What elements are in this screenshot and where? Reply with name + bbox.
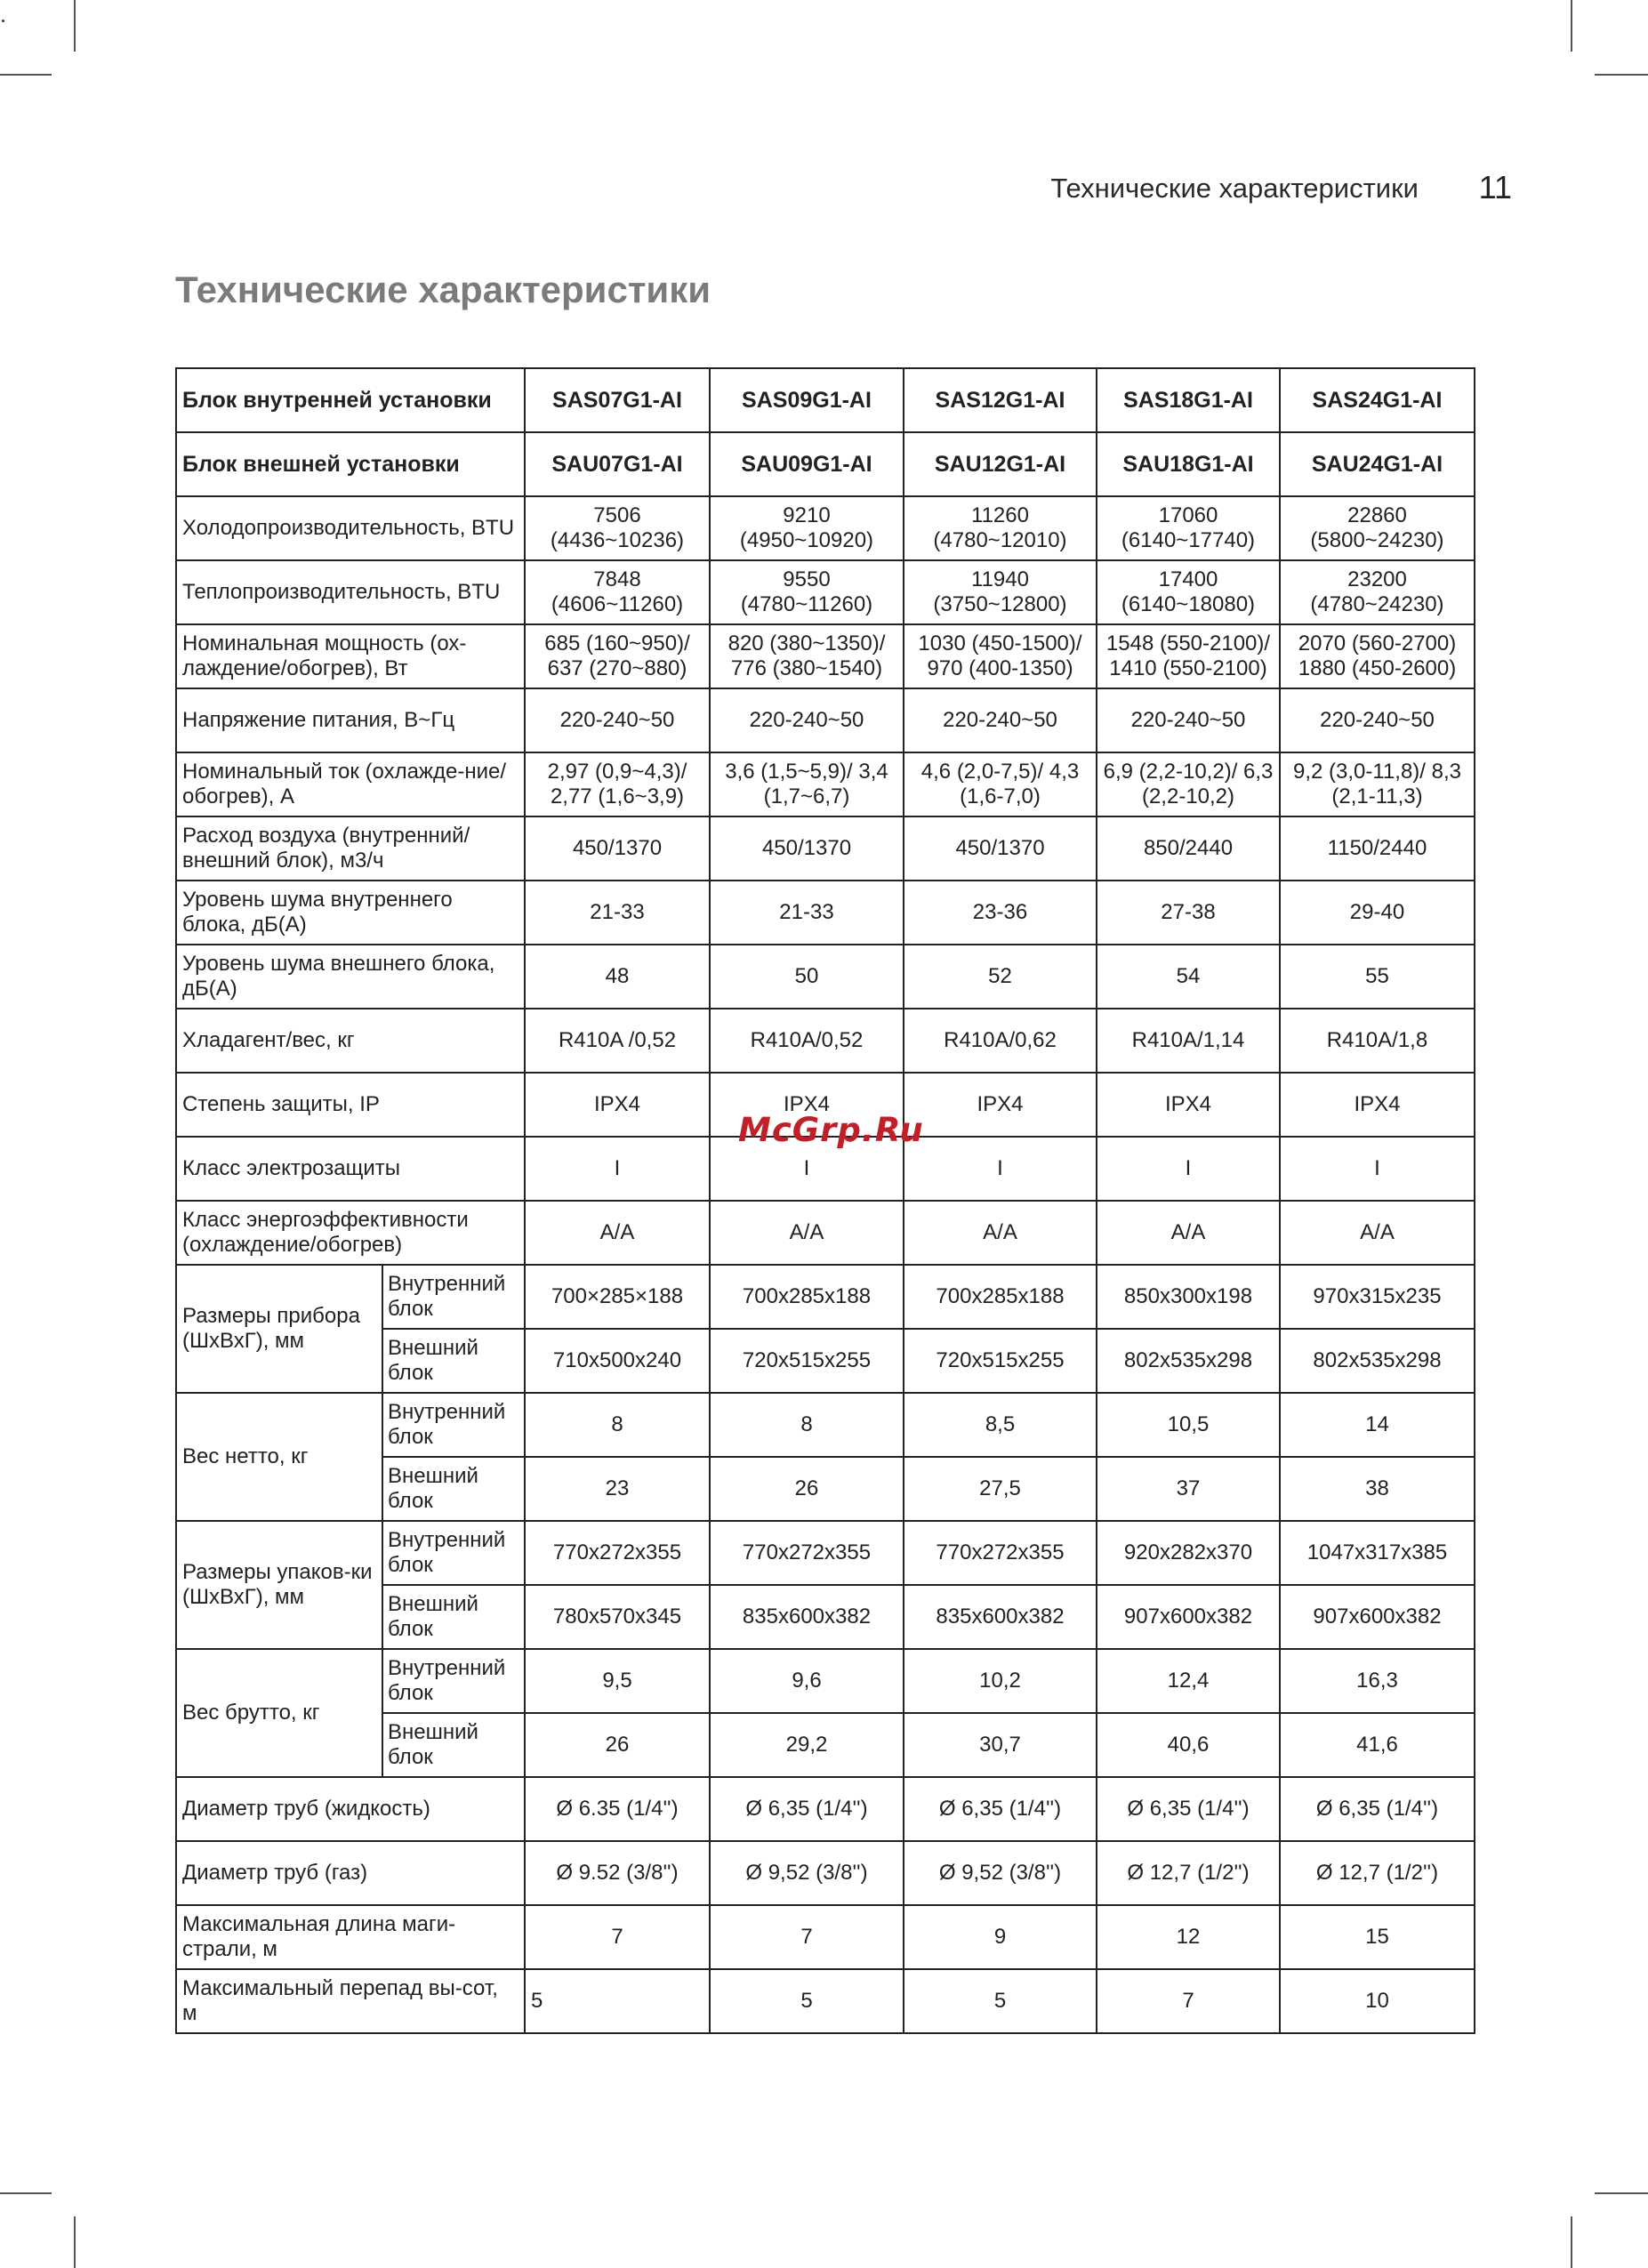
table-cell: 26 <box>525 1713 710 1777</box>
table-cell: 685 (160~950)/ 637 (270~880) <box>525 624 710 688</box>
row-label: Максимальный перепад вы-сот, м <box>176 1969 525 2033</box>
table-cell: 41,6 <box>1280 1713 1475 1777</box>
group-label: Размеры прибора (ШхВхГ), мм <box>176 1265 382 1393</box>
table-cell: 5 <box>525 1969 710 2033</box>
table-cell: IPX4 <box>710 1073 904 1137</box>
table-cell: 17060 (6140~17740) <box>1097 496 1280 560</box>
table-cell: 770x272x355 <box>525 1521 710 1585</box>
sub-label-indoor: Внутренний блок <box>382 1393 525 1457</box>
table-cell: A/A <box>525 1201 710 1265</box>
table-row <box>176 1521 1475 1585</box>
table-cell: 9 <box>904 1905 1097 1969</box>
crop-mark <box>74 2216 76 2268</box>
table-cell: 21-33 <box>525 881 710 945</box>
table-cell: 5 <box>710 1969 904 2033</box>
table-cell: A/A <box>904 1201 1097 1265</box>
table-cell: IPX4 <box>525 1073 710 1137</box>
table-cell: I <box>710 1137 904 1201</box>
model-outdoor: SAU18G1-AI <box>1097 432 1280 496</box>
table-cell: 970x315x235 <box>1280 1265 1475 1329</box>
table-cell: 2070 (560-2700) 1880 (450-2600) <box>1280 624 1475 688</box>
row-label: Класс электрозащиты <box>176 1137 525 1201</box>
sub-label-indoor: Внутренний блок <box>382 1521 525 1585</box>
table-cell: 30,7 <box>904 1713 1097 1777</box>
model-indoor: SAS18G1-AI <box>1097 368 1280 432</box>
running-header: Технические характеристики <box>1050 173 1419 204</box>
table-cell: A/A <box>1097 1201 1280 1265</box>
table-cell: 9550 (4780~11260) <box>710 560 904 624</box>
table-cell: R410A/1,8 <box>1280 1009 1475 1073</box>
row-label: Хладагент/вес, кг <box>176 1009 525 1073</box>
row-label: Диаметр труб (жидкость) <box>176 1777 525 1841</box>
table-cell: 450/1370 <box>525 816 710 881</box>
corner-dot <box>2 20 4 22</box>
table-row <box>176 1777 1475 1841</box>
table-cell: 220-240~50 <box>525 688 710 752</box>
table-cell: 450/1370 <box>710 816 904 881</box>
row-label: Блок внешней установки <box>176 432 525 496</box>
row-label: Расход воздуха (внутренний/ внешний блок), м3/ч <box>176 816 525 881</box>
table-cell: 1047x317x385 <box>1280 1521 1475 1585</box>
table-row <box>176 1393 1475 1457</box>
group-label: Вес брутто, кг <box>176 1649 382 1777</box>
model-indoor: SAS12G1-AI <box>904 368 1097 432</box>
table-cell: 220-240~50 <box>1280 688 1475 752</box>
table-cell: 3,6 (1,5~5,9)/ 3,4 (1,7~6,7) <box>710 752 904 816</box>
table-cell: Ø 9,52 (3/8'') <box>710 1841 904 1905</box>
table-cell: 10,2 <box>904 1649 1097 1713</box>
table-row <box>176 1649 1475 1713</box>
table-cell: 770x272x355 <box>904 1521 1097 1585</box>
sub-label-outdoor: Внешний блок <box>382 1713 525 1777</box>
table-cell: 850x300x198 <box>1097 1265 1280 1329</box>
table-cell: 1150/2440 <box>1280 816 1475 881</box>
crop-mark <box>1595 74 1648 76</box>
model-outdoor: SAU07G1-AI <box>525 432 710 496</box>
model-outdoor: SAU24G1-AI <box>1280 432 1475 496</box>
crop-mark <box>74 0 76 52</box>
table-row <box>176 816 1475 881</box>
table-cell: 22860 (5800~24230) <box>1280 496 1475 560</box>
table-cell: 21-33 <box>710 881 904 945</box>
table-cell: Ø 6,35 (1/4'') <box>1280 1777 1475 1841</box>
row-label: Теплопроизводительность, BTU <box>176 560 525 624</box>
table-row <box>176 560 1475 624</box>
row-label: Номинальная мощность (ох-лаждение/обогрев), Вт <box>176 624 525 688</box>
table-cell: 802x535x298 <box>1280 1329 1475 1393</box>
row-label: Холодопроизводительность, BTU <box>176 496 525 560</box>
table-cell: 8 <box>525 1393 710 1457</box>
table-cell: 50 <box>710 945 904 1009</box>
table-cell: Ø 12,7 (1/2'') <box>1280 1841 1475 1905</box>
table-cell: 770x272x355 <box>710 1521 904 1585</box>
crop-mark <box>1571 0 1572 52</box>
page-title: Технические характеристики <box>175 269 711 310</box>
table-cell: 2,97 (0,9~4,3)/ 2,77 (1,6~3,9) <box>525 752 710 816</box>
table-cell: 12,4 <box>1097 1649 1280 1713</box>
table-cell: 700×285×188 <box>525 1265 710 1329</box>
table-cell: 26 <box>710 1457 904 1521</box>
table-cell: 55 <box>1280 945 1475 1009</box>
table-cell: Ø 9,52 (3/8'') <box>904 1841 1097 1905</box>
table-cell: Ø 6,35 (1/4'') <box>710 1777 904 1841</box>
table-cell: R410A /0,52 <box>525 1009 710 1073</box>
table-cell: 1030 (450-1500)/ 970 (400-1350) <box>904 624 1097 688</box>
row-label: Класс энергоэффективности (охлаждение/обогрев) <box>176 1201 525 1265</box>
table-cell: 7 <box>525 1905 710 1969</box>
table-cell: 48 <box>525 945 710 1009</box>
model-outdoor: SAU09G1-AI <box>710 432 904 496</box>
table-row <box>176 1265 1475 1329</box>
sub-label-outdoor: Внешний блок <box>382 1329 525 1393</box>
table-cell: 14 <box>1280 1393 1475 1457</box>
table-cell: Ø 6,35 (1/4'') <box>904 1777 1097 1841</box>
table-cell: Ø 6.35 (1/4'') <box>525 1777 710 1841</box>
crop-mark <box>1571 2216 1572 2268</box>
table-cell: 450/1370 <box>904 816 1097 881</box>
table-cell: 15 <box>1280 1905 1475 1969</box>
table-cell: A/A <box>710 1201 904 1265</box>
table-cell: 907x600x382 <box>1097 1585 1280 1649</box>
table-cell: Ø 9.52 (3/8'') <box>525 1841 710 1905</box>
table-row <box>176 1009 1475 1073</box>
table-cell: 23-36 <box>904 881 1097 945</box>
table-cell: I <box>525 1137 710 1201</box>
row-label: Диаметр труб (газ) <box>176 1841 525 1905</box>
table-cell: 907x600x382 <box>1280 1585 1475 1649</box>
table-cell: 23200 (4780~24230) <box>1280 560 1475 624</box>
table-cell: 9210 (4950~10920) <box>710 496 904 560</box>
table-cell: 38 <box>1280 1457 1475 1521</box>
table-cell: 37 <box>1097 1457 1280 1521</box>
table-cell: 220-240~50 <box>710 688 904 752</box>
group-label: Вес нетто, кг <box>176 1393 382 1521</box>
table-cell: 835x600x382 <box>904 1585 1097 1649</box>
table-cell: 780x570x345 <box>525 1585 710 1649</box>
table-cell: 27,5 <box>904 1457 1097 1521</box>
table-cell: 8 <box>710 1393 904 1457</box>
model-indoor: SAS09G1-AI <box>710 368 904 432</box>
page-number: 11 <box>1478 169 1512 205</box>
table-cell: 11260 (4780~12010) <box>904 496 1097 560</box>
table-cell: 1548 (550-2100)/ 1410 (550-2100) <box>1097 624 1280 688</box>
table-cell: 802x535x298 <box>1097 1329 1280 1393</box>
table-cell: 9,6 <box>710 1649 904 1713</box>
table-cell: 54 <box>1097 945 1280 1009</box>
table-row <box>176 432 1475 496</box>
table-cell: 29-40 <box>1280 881 1475 945</box>
table-cell: I <box>1097 1137 1280 1201</box>
table-row <box>176 496 1475 560</box>
table-cell: 7848 (4606~11260) <box>525 560 710 624</box>
table-cell: 700x285x188 <box>710 1265 904 1329</box>
table-row <box>176 624 1475 688</box>
table-cell: 710x500x240 <box>525 1329 710 1393</box>
table-cell: 700x285x188 <box>904 1265 1097 1329</box>
table-cell: 16,3 <box>1280 1649 1475 1713</box>
table-cell: 23 <box>525 1457 710 1521</box>
table-row <box>176 881 1475 945</box>
table-cell: IPX4 <box>1280 1073 1475 1137</box>
table-cell: R410A/0,52 <box>710 1009 904 1073</box>
table-cell: 52 <box>904 945 1097 1009</box>
table-cell: 7506 (4436~10236) <box>525 496 710 560</box>
table-cell: 11940 (3750~12800) <box>904 560 1097 624</box>
table-cell: 40,6 <box>1097 1713 1280 1777</box>
model-indoor: SAS07G1-AI <box>525 368 710 432</box>
row-label: Напряжение питания, В~Гц <box>176 688 525 752</box>
table-row <box>176 752 1475 816</box>
table-cell: 6,9 (2,2-10,2)/ 6,3 (2,2-10,2) <box>1097 752 1280 816</box>
row-label: Уровень шума внутреннего блока, дБ(А) <box>176 881 525 945</box>
table-cell: 8,5 <box>904 1393 1097 1457</box>
table-cell: 12 <box>1097 1905 1280 1969</box>
table-cell: 10 <box>1280 1969 1475 2033</box>
row-label: Блок внутренней установки <box>176 368 525 432</box>
row-label: Максимальная длина маги-страли, м <box>176 1905 525 1969</box>
table-cell: 850/2440 <box>1097 816 1280 881</box>
table-cell: 10,5 <box>1097 1393 1280 1457</box>
table-cell: 7 <box>710 1905 904 1969</box>
table-cell: 29,2 <box>710 1713 904 1777</box>
table-cell: I <box>904 1137 1097 1201</box>
sub-label-indoor: Внутренний блок <box>382 1649 525 1713</box>
row-label: Номинальный ток (охлажде-ние/обогрев), А <box>176 752 525 816</box>
table-cell: 5 <box>904 1969 1097 2033</box>
table-cell: Ø 6,35 (1/4'') <box>1097 1777 1280 1841</box>
table-cell: 9,2 (3,0-11,8)/ 8,3 (2,1-11,3) <box>1280 752 1475 816</box>
table-cell: IPX4 <box>1097 1073 1280 1137</box>
table-cell: 7 <box>1097 1969 1280 2033</box>
watermark: McGrp.Ru <box>738 1111 924 1149</box>
model-indoor: SAS24G1-AI <box>1280 368 1475 432</box>
table-cell: 220-240~50 <box>1097 688 1280 752</box>
table-cell: R410A/1,14 <box>1097 1009 1280 1073</box>
table-cell: 9,5 <box>525 1649 710 1713</box>
table-cell: 820 (380~1350)/ 776 (380~1540) <box>710 624 904 688</box>
table-cell: 220-240~50 <box>904 688 1097 752</box>
table-cell: 4,6 (2,0-7,5)/ 4,3 (1,6-7,0) <box>904 752 1097 816</box>
table-row <box>176 1841 1475 1905</box>
spec-table <box>175 367 1475 2034</box>
table-row <box>176 688 1475 752</box>
table-row <box>176 945 1475 1009</box>
table-cell: 835x600x382 <box>710 1585 904 1649</box>
table-cell: 720x515x255 <box>710 1329 904 1393</box>
sub-label-outdoor: Внешний блок <box>382 1585 525 1649</box>
crop-mark <box>1595 2192 1648 2194</box>
crop-mark <box>0 74 52 76</box>
table-cell: R410A/0,62 <box>904 1009 1097 1073</box>
table-cell: 17400 (6140~18080) <box>1097 560 1280 624</box>
table-cell: IPX4 <box>904 1073 1097 1137</box>
sub-label-indoor: Внутренний блок <box>382 1265 525 1329</box>
table-row <box>176 1969 1475 2033</box>
table-cell: 27-38 <box>1097 881 1280 945</box>
table-row <box>176 368 1475 432</box>
table-row <box>176 1905 1475 1969</box>
row-label: Степень защиты, IP <box>176 1073 525 1137</box>
group-label: Размеры упаков-ки (ШхВхГ), мм <box>176 1521 382 1649</box>
crop-mark <box>0 2192 52 2194</box>
table-row <box>176 1201 1475 1265</box>
table-cell: 920x282x370 <box>1097 1521 1280 1585</box>
table-cell: Ø 12,7 (1/2'') <box>1097 1841 1280 1905</box>
table-cell: A/A <box>1280 1201 1475 1265</box>
sub-label-outdoor: Внешний блок <box>382 1457 525 1521</box>
table-cell: 720x515x255 <box>904 1329 1097 1393</box>
model-outdoor: SAU12G1-AI <box>904 432 1097 496</box>
row-label: Уровень шума внешнего блока, дБ(А) <box>176 945 525 1009</box>
table-cell: I <box>1280 1137 1475 1201</box>
